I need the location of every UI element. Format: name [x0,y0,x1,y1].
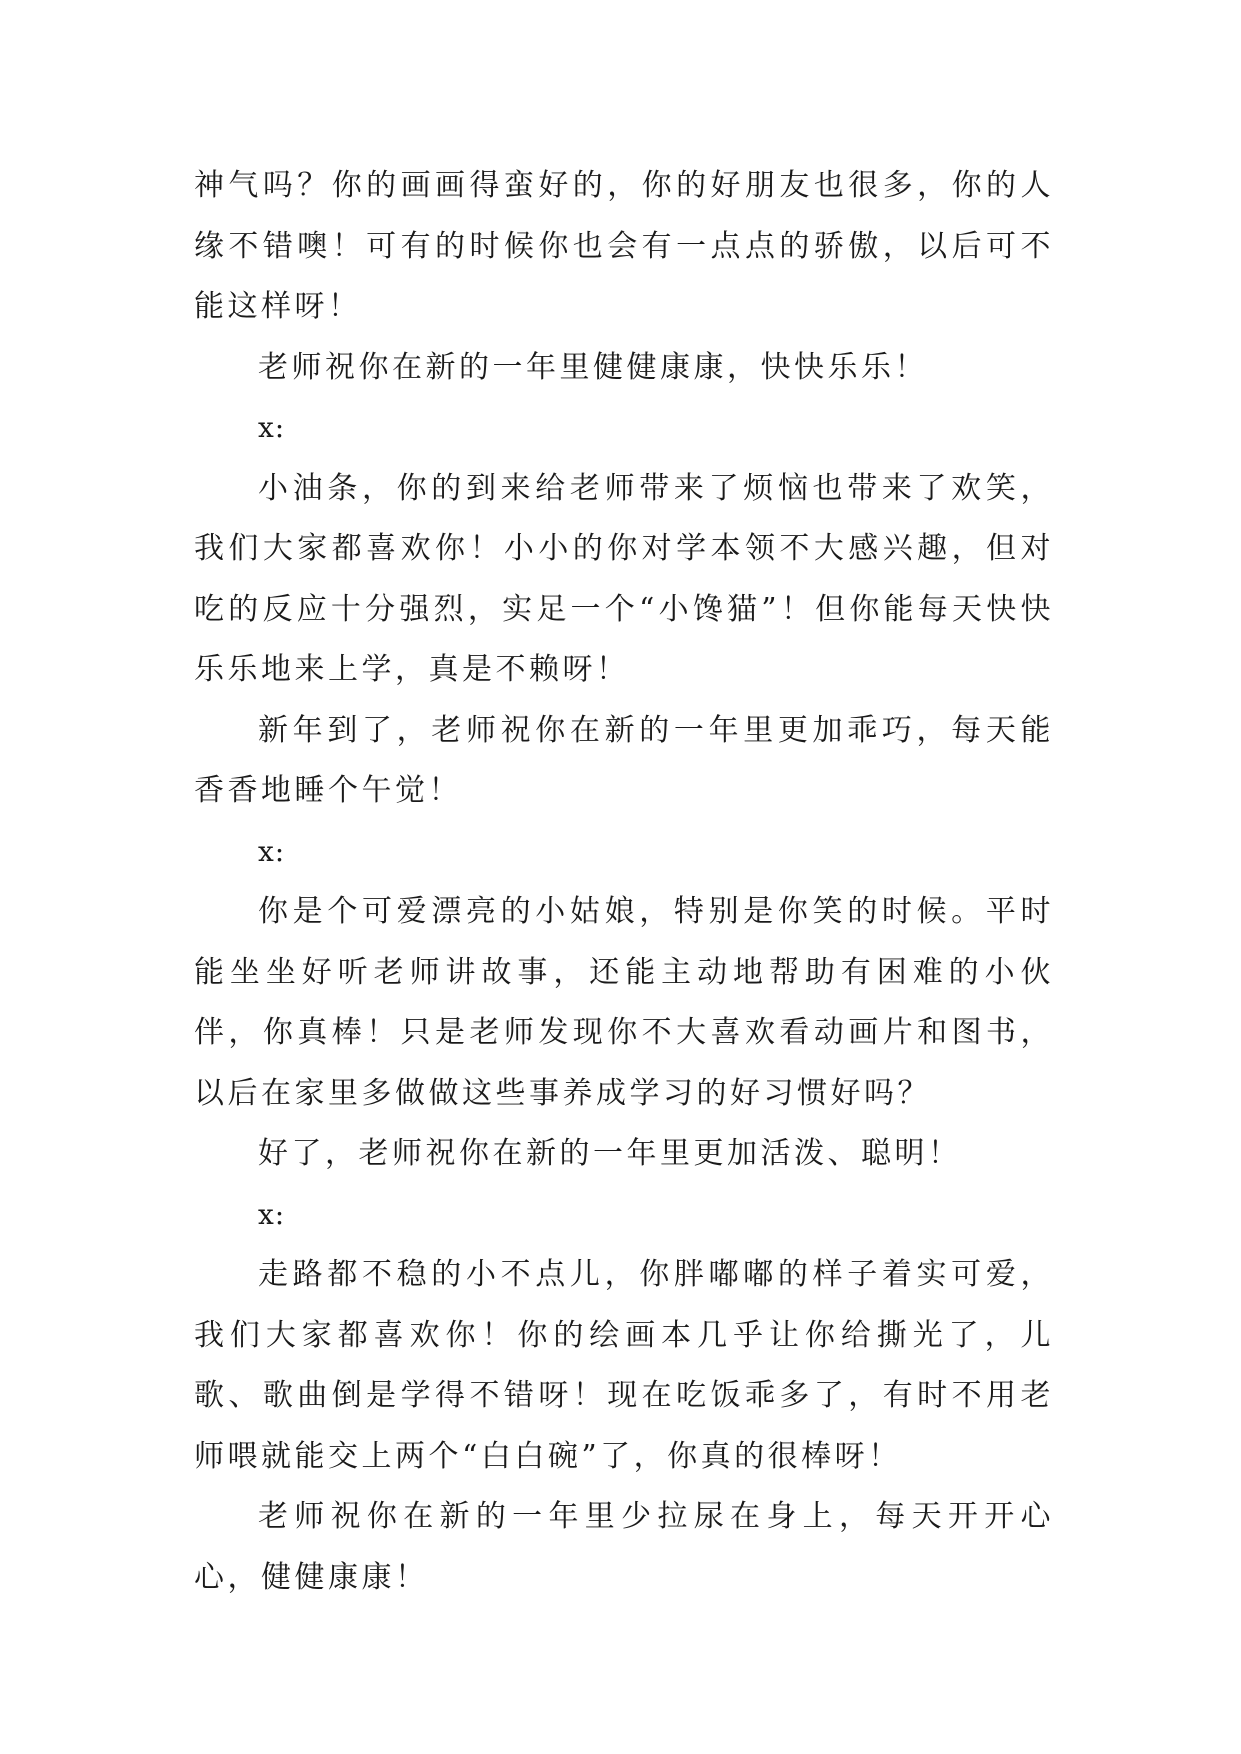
paragraph-new-year-wish-1: 老师祝你在新的一年里健健康康，快快乐乐！ [258,349,928,385]
document-body [194,156,1054,1608]
paragraph-comment-3: 你是个可爱漂亮的小姑娘，特别是你笑的时候。平时能坐坐好听老师讲故事，还能主动地帮助有困难的小伙伴，你真棒！只是老师发现你不大喜欢看动画片和图书，以后在家里多做做这些事养成学习的好习惯好吗？ [194,894,1054,1111]
student-label-2: x: [258,411,286,444]
paragraph-comment-2: 小油条，你的到来给老师带来了烦恼也带来了欢笑，我们大家都喜欢你！小小的你对学本领不大感兴趣，但对吃的反应十分强烈，实足一个“小馋猫”！但你能每天快快乐乐地来上学，真是不赖呀！ [194,470,1054,687]
paragraph-comment-1-continued: 神气吗？你的画画得蛮好的，你的好朋友也很多，你的人缘不错噢！可有的时候你也会有一点点的骄傲，以后可不能这样呀！ [194,168,1054,324]
paragraph-new-year-wish-4: 老师祝你在新的一年里少拉尿在身上，每天开开心心，健健康康！ [194,1499,1054,1595]
paragraph-new-year-wish-2: 新年到了，老师祝你在新的一年里更加乖巧，每天能香香地睡个午觉！ [194,712,1054,808]
paragraph-new-year-wish-3: 好了，老师祝你在新的一年里更加活泼、聪明！ [258,1136,962,1171]
student-label-3: x: [258,834,286,868]
student-label-4: x: [258,1197,286,1231]
paragraph-comment-4: 走路都不稳的小不点儿，你胖嘟嘟的样子着实可爱，我们大家都喜欢你！你的绘画本几乎让你给撕光了，儿歌、歌曲倒是学得不错呀！现在吃饭乖多了，有时不用老师喂就能交上两个“白白碗”了，你真的很棒呀！ [194,1257,1054,1474]
